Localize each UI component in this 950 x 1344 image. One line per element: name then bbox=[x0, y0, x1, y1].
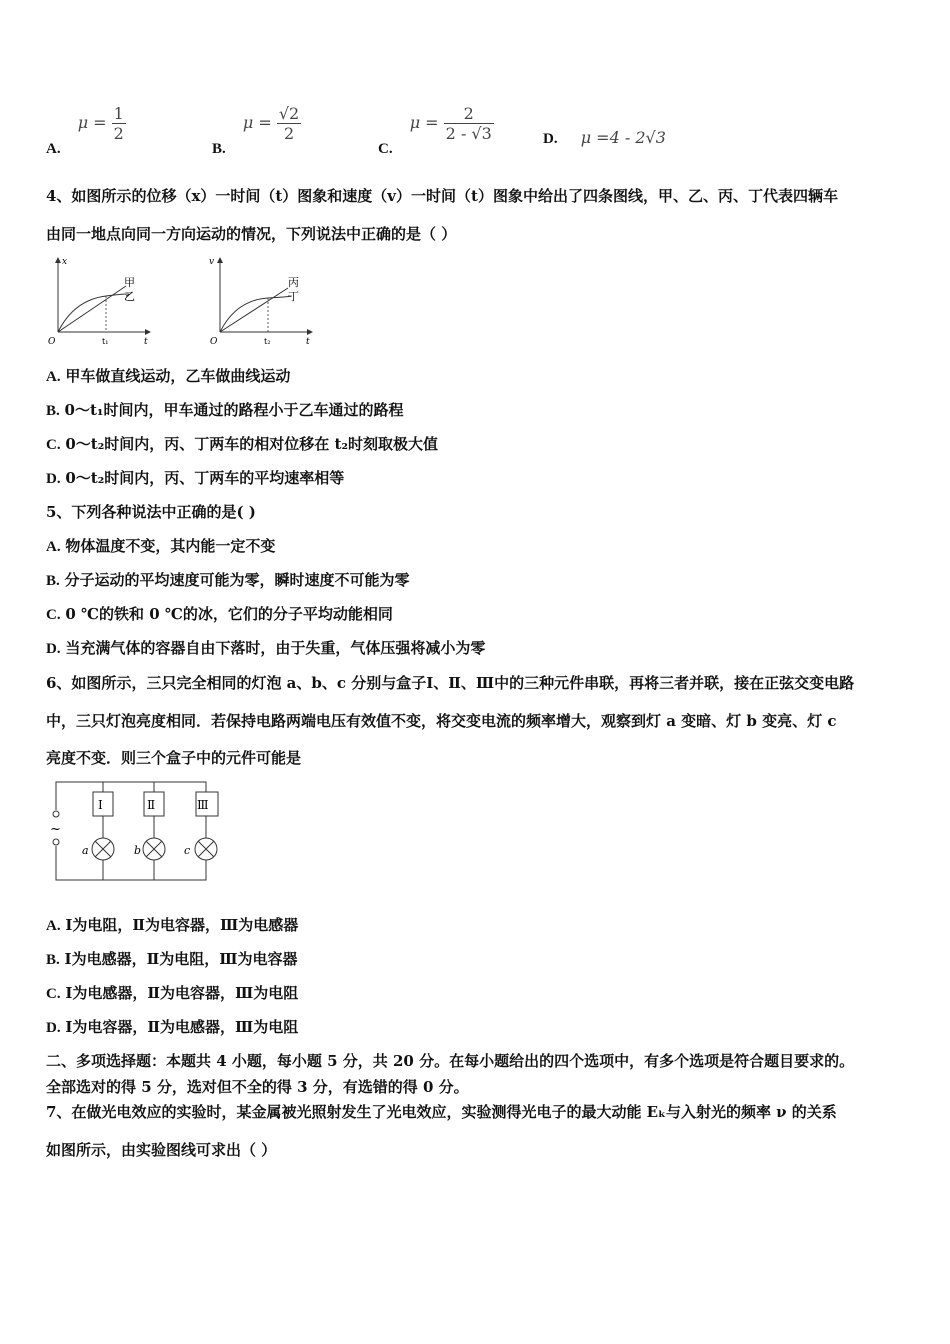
section2-heading-line2: 全部选对的得 5 分，选对但不全的得 3 分，有选错的得 0 分。 bbox=[46, 1078, 469, 1096]
option-label: A. bbox=[46, 141, 61, 157]
q4-option-c: C. 0～t₂时间内，丙、丁两车的相对位移在 t₂时刻取极大值 bbox=[46, 435, 439, 453]
q7-stem-line1: 7、在做光电效应的实验时，某金属被光照射发生了光电效应，实验测得光电子的最大动能 Eₖ与入射光的频率 ν 的关系 bbox=[46, 1103, 837, 1121]
q3-option-a bbox=[46, 104, 126, 157]
origin-label: O bbox=[48, 337, 56, 347]
q6-option-c: C. Ⅰ为电感器，Ⅱ为电容器，Ⅲ为电阻 bbox=[46, 984, 299, 1002]
q6-option-a: A. Ⅰ为电阻，Ⅱ为电容器，Ⅲ为电感器 bbox=[46, 916, 299, 934]
q7-stem-line2: 如图所示，由实验图线可求出（ ） bbox=[46, 1141, 277, 1159]
q4-vt-graph bbox=[206, 252, 318, 348]
curve-label-yi: 乙 bbox=[124, 290, 135, 303]
formula-numerator: 1 bbox=[113, 104, 124, 123]
q4-xt-graph bbox=[44, 252, 156, 348]
formula-numerator: 2 bbox=[444, 104, 494, 124]
curve-yi bbox=[58, 294, 129, 332]
formula-lhs: μ = bbox=[409, 113, 439, 132]
formula-lhs: μ = bbox=[77, 113, 107, 132]
lamp-label-a: a bbox=[82, 844, 89, 857]
section2-heading-line1: 二、多项选择题：本题共 4 小题，每小题 5 分，共 20 分。在每小题给出的四个选项中，有多个选项是符合题目要求的。 bbox=[46, 1052, 855, 1070]
formula-denominator: 2 bbox=[283, 124, 295, 143]
curve-label-jia: 甲 bbox=[124, 276, 135, 289]
curve-ding bbox=[220, 296, 291, 332]
q5-option-c: C. 0 ℃的铁和 0 ℃的冰，它们的分子平均动能相同 bbox=[46, 605, 393, 623]
q6-option-b: B. Ⅰ为电感器，Ⅱ为电阻，Ⅲ为电容器 bbox=[46, 950, 298, 968]
box-label-2: Ⅱ bbox=[147, 798, 156, 812]
origin-label: O bbox=[210, 337, 218, 347]
q6-stem-line3: 亮度不变．则三个盒子中的元件可能是 bbox=[46, 749, 302, 767]
box-label-3: Ⅲ bbox=[197, 798, 209, 812]
q3-option-d bbox=[543, 128, 666, 148]
tick-label: t₁ bbox=[102, 337, 109, 346]
box-label-1: Ⅰ bbox=[98, 798, 103, 812]
q4-option-d: D. 0～t₂时间内，丙、丁两车的平均速率相等 bbox=[46, 469, 345, 487]
q6-stem-line2: 中，三只灯泡亮度相同．若保持电路两端电压有效值不变，将交变电流的频率增大，观察到灯 a 变暗、灯 b 变亮、灯 c bbox=[46, 712, 837, 730]
q5-option-b: B. 分子运动的平均速度可能为零，瞬时速度不可能为零 bbox=[46, 571, 410, 589]
q5-option-d: D. 当充满气体的容器自由下落时，由于失重，气体压强将减小为零 bbox=[46, 639, 486, 657]
option-label: D. bbox=[543, 131, 558, 147]
q6-option-d: D. Ⅰ为电容器，Ⅱ为电感器，Ⅲ为电阻 bbox=[46, 1018, 299, 1036]
q5-stem: 5、下列各种说法中正确的是( ) bbox=[46, 503, 256, 521]
lamp-label-c: c bbox=[184, 844, 191, 857]
q4-option-b: B. 0～t₁时间内，甲车通过的路程小于乙车通过的路程 bbox=[46, 401, 404, 419]
formula-lhs: μ = bbox=[242, 113, 272, 132]
q4-option-a: A. 甲车做直线运动，乙车做曲线运动 bbox=[46, 367, 291, 385]
option-label: B. bbox=[212, 141, 226, 157]
q6-circuit-diagram bbox=[46, 778, 226, 886]
formula: μ =4 - 2√3 bbox=[580, 128, 666, 147]
y-axis-label: x bbox=[62, 257, 68, 267]
q3-option-c bbox=[378, 104, 494, 157]
y-axis-label: v bbox=[209, 257, 215, 267]
curve-label-ding: 丁 bbox=[288, 290, 299, 303]
ac-source-symbol: ~ bbox=[50, 822, 61, 837]
x-axis-label: t bbox=[306, 337, 310, 347]
tick-label: t₂ bbox=[264, 337, 271, 346]
curve-label-bing: 丙 bbox=[288, 276, 299, 289]
curve-jia bbox=[58, 286, 126, 332]
lamp-label-b: b bbox=[134, 844, 142, 857]
q6-stem-line1: 6、如图所示，三只完全相同的灯泡 a、b、c 分别与盒子Ⅰ、Ⅱ、Ⅲ中的三种元件串联，再将三者并联，接在正弦交变电路 bbox=[46, 674, 855, 692]
formula-denominator: 2 bbox=[113, 124, 124, 143]
q3-option-b bbox=[212, 104, 301, 157]
q5-option-a: A. 物体温度不变，其内能一定不变 bbox=[46, 537, 276, 555]
option-label: C. bbox=[378, 141, 393, 157]
x-axis-label: t bbox=[144, 337, 148, 347]
q4-stem-line2: 由同一地点向同一方向运动的情况，下列说法中正确的是（ ） bbox=[46, 225, 457, 243]
q4-stem-line1: 4、如图所示的位移（x）一时间（t）图象和速度（v）一时间（t）图象中给出了四条图线，甲、乙、丙、丁代表四辆车 bbox=[46, 187, 838, 205]
formula-denominator: 2 - √3 bbox=[445, 124, 492, 143]
line-bing bbox=[220, 288, 288, 332]
formula-numerator: √2 bbox=[278, 104, 300, 123]
